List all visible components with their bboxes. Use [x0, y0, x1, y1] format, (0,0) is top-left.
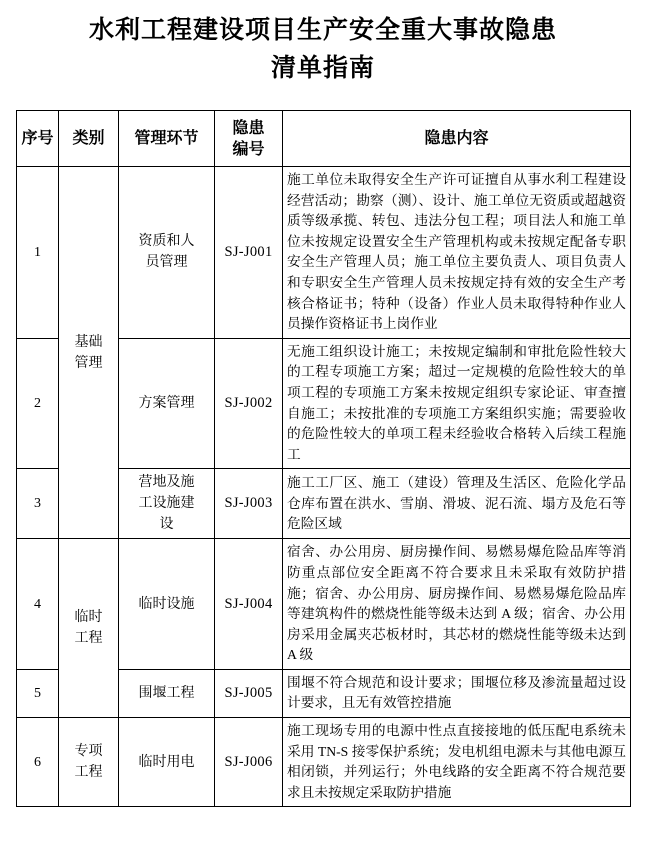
- page-title-line-2: 清单指南: [270, 55, 375, 82]
- cell-code: SJ-J002: [215, 338, 283, 469]
- cell-category: [59, 167, 119, 539]
- cell-link-line-2: 员管理: [145, 255, 188, 271]
- cell-category-line-1: 临时: [74, 610, 103, 626]
- header-content: 隐患内容: [283, 111, 631, 167]
- cell-link-line-2: 工设施建: [138, 496, 195, 512]
- cell-link: 围堰工程: [119, 669, 215, 717]
- header-link: 管理环节: [119, 111, 215, 167]
- table-header-row: [17, 111, 631, 167]
- page-title-line-1: 水利工程建设项目生产安全重大事故隐患: [88, 17, 557, 44]
- cell-category-line-2: 工程: [74, 631, 103, 647]
- table-row: [17, 539, 631, 670]
- cell-code: SJ-J001: [215, 167, 283, 339]
- cell-content: 施工单位未取得安全生产许可证擅自从事水利工程建设经营活动；勘察（测）、设计、施工单位无资质或超越资质等级承揽、转包、违法分包工程；项目法人和施工单位未按规定设置安全生产管理机构或未按规定配备专职安全生产管理人员；施工单位主要负责人、项目负责人和专职安全生产管理人员未按规定持有效的安全生产考核合格证书；特种（设备）作业人员未取得特种作业人员操作资格证书上岗作业: [283, 167, 631, 339]
- cell-content: 围堰不符合规范和设计要求；围堰位移及渗流量超过设计要求，且无有效管控措施: [283, 669, 631, 717]
- cell-category-line-2: 管理: [74, 355, 103, 371]
- cell-category-line-1: 基础: [74, 334, 103, 350]
- cell-code: SJ-J006: [215, 718, 283, 807]
- cell-content: 施工现场专用的电源中性点直接接地的低压配电系统未采用 TN-S 接零保护系统；发电机组电源未与其他电源互相闭锁，并列运行；外电线路的安全距离不符合规范要求且未按规定采取防护措施: [283, 718, 631, 807]
- cell-link-line-3: 设: [159, 517, 174, 533]
- table-header: [17, 111, 631, 167]
- header-code-line-1: 隐患: [232, 119, 265, 137]
- cell-category: [59, 539, 119, 718]
- cell-link: 方案管理: [119, 338, 215, 469]
- cell-no: 4: [17, 539, 59, 670]
- cell-code: SJ-J003: [215, 469, 283, 539]
- cell-content: 宿舍、办公用房、厨房操作间、易燃易爆危险品库等消防重点部位安全距离不符合要求且未采取有效防护措施；宿舍、办公用房、厨房操作间、易燃易爆危险品库等建筑构件的燃烧性能等级未达到 A 级；宿舍、办公用房采用金属夹芯板材时，其芯材的燃烧性能等级未达到 A 级: [283, 539, 631, 670]
- header-no: 序号: [17, 111, 59, 167]
- cell-category-line-2: 工程: [74, 765, 103, 781]
- cell-category-line-1: 专项: [74, 744, 103, 760]
- table-row: [17, 718, 631, 807]
- cell-content: 施工工厂区、施工（建设）管理及生活区、危险化学品仓库布置在洪水、雪崩、滑坡、泥石流、塌方及危石等危险区域: [283, 469, 631, 539]
- header-code: [215, 111, 283, 167]
- page-title: [16, 0, 630, 88]
- cell-link-line-1: 营地及施: [138, 475, 195, 491]
- cell-category: [59, 718, 119, 807]
- cell-no: 1: [17, 167, 59, 339]
- header-code-line-2: 编号: [232, 140, 265, 158]
- cell-code: SJ-J004: [215, 539, 283, 670]
- table-row: [17, 167, 631, 339]
- cell-no: 3: [17, 469, 59, 539]
- cell-link-line-1: 资质和人: [138, 234, 195, 250]
- cell-no: 6: [17, 718, 59, 807]
- cell-no: 5: [17, 669, 59, 717]
- cell-link: 临时设施: [119, 539, 215, 670]
- cell-link: 临时用电: [119, 718, 215, 807]
- header-category: 类别: [59, 111, 119, 167]
- cell-code: SJ-J005: [215, 669, 283, 717]
- table-body: [17, 167, 631, 807]
- cell-link: [119, 167, 215, 339]
- cell-link: [119, 469, 215, 539]
- cell-no: 2: [17, 338, 59, 469]
- cell-content: 无施工组织设计施工；未按规定编制和审批危险性较大的工程专项施工方案；超过一定规模的危险性较大的单项工程的专项施工方案未按规定组织专家论证、审查擅自施工；未按批准的专项施工方案组织实施；需要验收的危险性较大的单项工程未经验收合格转入后续工程施工: [283, 338, 631, 469]
- hazard-table-wrapper: [16, 110, 630, 807]
- hazard-table: [16, 110, 631, 807]
